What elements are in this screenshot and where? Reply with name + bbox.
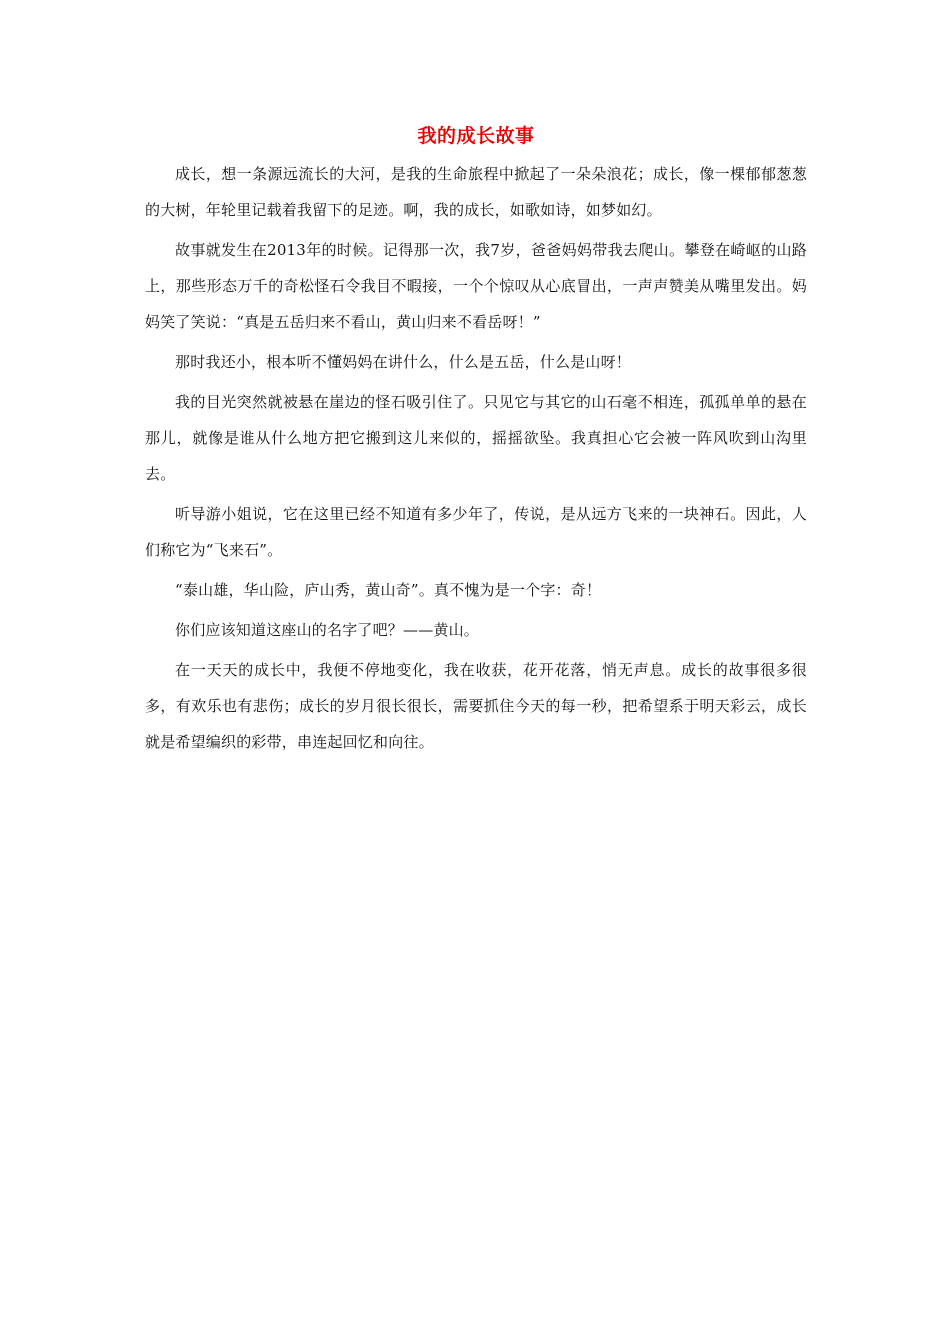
paragraph-4: 我的目光突然就被悬在崖边的怪石吸引住了。只见它与其它的山石毫不相连，孤孤单单的悬在那儿，就像是谁从什么地方把它搬到这儿来似的，摇摇欲坠。我真担心它会被一阵风吹到山沟里去。	[145, 393, 807, 483]
paragraph-5: 听导游小姐说，它在这里已经不知道有多少年了，传说，是从远方飞来的一块神石。因此，人们称它为“飞来石”。	[145, 505, 807, 559]
document-body	[145, 118, 807, 764]
paragraph-2: 故事就发生在2013年的时候。记得那一次，我7岁，爸爸妈妈带我去爬山。攀登在崎岖的山路上，那些形态万千的奇松怪石令我目不暇接，一个个惊叹从心底冒出，一声声赞美从嘴里发出。妈妈笑了笑说：“真是五岳归来不看山，黄山归来不看岳呀！”	[145, 241, 807, 331]
paragraph-1: 成长，想一条源远流长的大河，是我的生命旅程中掀起了一朵朵浪花；成长，像一棵郁郁葱葱的大树，年轮里记载着我留下的足迹。啊，我的成长，如歌如诗，如梦如幻。	[145, 165, 807, 219]
paragraph-8: 在一天天的成长中，我便不停地变化，我在收获，花开花落，悄无声息。成长的故事很多很多，有欢乐也有悲伤；成长的岁月很长很长，需要抓住今天的每一秒，把希望系于明天彩云，成长就是希望编织的彩带，串连起回忆和向往。	[145, 661, 807, 751]
paragraph-3: 那时我还小，根本听不懂妈妈在讲什么，什么是五岳，什么是山呀！	[175, 353, 632, 371]
paragraph-6: “泰山雄，华山险，庐山秀，黄山奇”。真不愧为是一个字：奇！	[175, 581, 602, 599]
paragraph-7: 你们应该知道这座山的名字了吧？——黄山。	[175, 621, 480, 639]
document-title: 我的成长故事	[417, 125, 535, 147]
